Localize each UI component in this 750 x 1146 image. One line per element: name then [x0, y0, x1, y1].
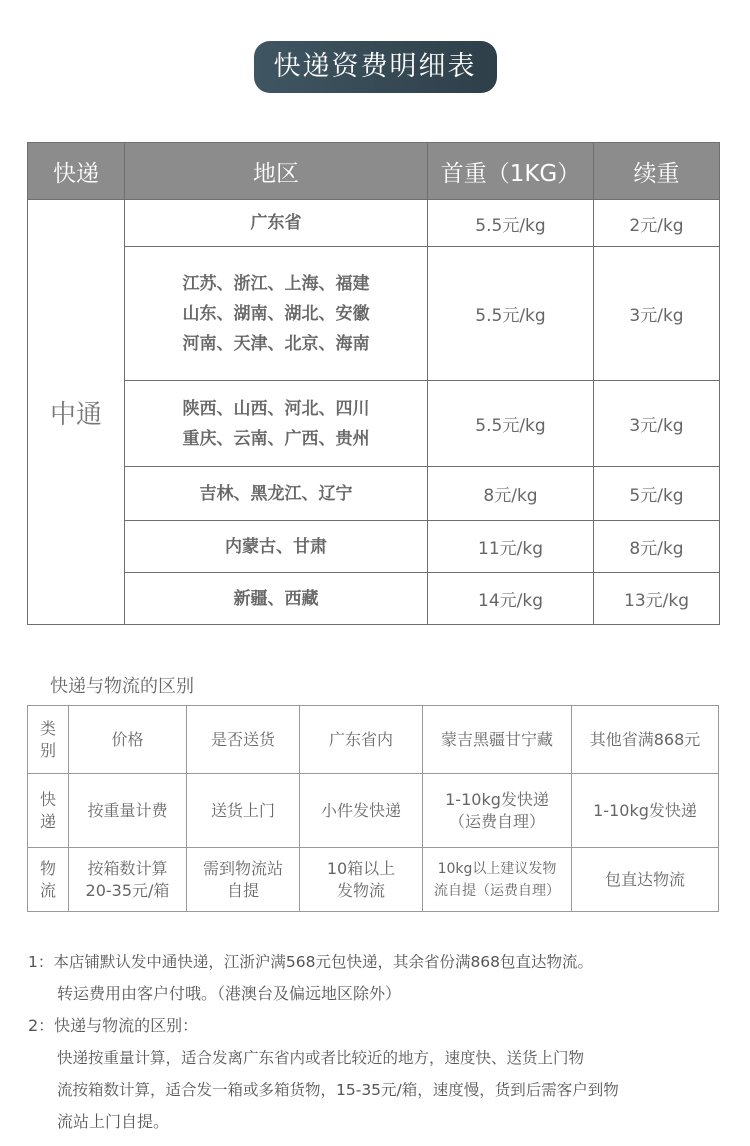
region-cell — [125, 573, 428, 625]
compare-cell: 小件发快递 — [300, 774, 423, 848]
note-2-line-2: 快递按重量计算，适合发离广东省内或者比较近的地方，速度快、送货上门物 — [57, 1049, 585, 1067]
compare-header-cell: 类 别 — [28, 706, 69, 774]
first-weight-cell: 14元/kg — [428, 573, 594, 625]
compare-header-row — [28, 706, 719, 774]
compare-cell: 需到物流站 自提 — [187, 848, 300, 912]
compare-table — [27, 705, 719, 912]
compare-cell: 包直达物流 — [572, 848, 719, 912]
table-row — [28, 200, 720, 247]
region-cell — [125, 467, 428, 521]
table-row — [28, 247, 720, 381]
rate-table — [27, 142, 720, 625]
header-region: 地区 — [125, 143, 428, 200]
compare-header-cell: 是否送货 — [187, 706, 300, 774]
compare-row-express — [28, 774, 719, 848]
extra-weight-cell: 3元/kg — [594, 381, 720, 467]
compare-cell: 1-10kg发快递 — [572, 774, 719, 848]
table-row — [28, 573, 720, 625]
region-cell — [125, 381, 428, 467]
first-weight-cell: 8元/kg — [428, 467, 594, 521]
first-weight-cell: 5.5元/kg — [428, 247, 594, 381]
rate-header-row — [28, 143, 720, 200]
header-extra-weight: 续重 — [594, 143, 720, 200]
region-cell — [125, 200, 428, 247]
carrier-cell: 中通 — [28, 200, 125, 625]
compare-row-logistics — [28, 848, 719, 912]
compare-cell: 10箱以上 发物流 — [300, 848, 423, 912]
compare-cell: 按重量计费 — [69, 774, 187, 848]
extra-weight-cell: 5元/kg — [594, 467, 720, 521]
table-row — [28, 521, 720, 573]
compare-section-title: 快递与物流的区别 — [50, 676, 194, 697]
compare-cell: 1-10kg发快递 （运费自理） — [423, 774, 572, 848]
compare-header-cell: 广东省内 — [300, 706, 423, 774]
note-1-line-1: 1：本店铺默认发中通快递，江浙沪满568元包快递，其余省份满868包直达物流。 — [28, 953, 594, 971]
first-weight-cell: 5.5元/kg — [428, 381, 594, 467]
note-2-line-4: 流站上门自提。 — [57, 1112, 170, 1131]
compare-cell: 按箱数计算 20-35元/箱 — [69, 848, 187, 912]
compare-cell: 送货上门 — [187, 774, 300, 848]
extra-weight-cell: 3元/kg — [594, 247, 720, 381]
extra-weight-cell: 2元/kg — [594, 200, 720, 247]
region-cell — [125, 521, 428, 573]
first-weight-cell: 5.5元/kg — [428, 200, 594, 247]
page-title: 快递资费明细表 — [254, 41, 497, 93]
note-1-line-2: 转运费用由客户付哦。（港澳台及偏远地区除外） — [57, 984, 402, 1003]
compare-cell: 快 递 — [28, 774, 69, 848]
notes-section — [28, 946, 728, 1138]
table-row — [28, 381, 720, 467]
region-line: 吉林、黑龙江、辽宁 — [199, 483, 353, 504]
extra-weight-cell: 13元/kg — [594, 573, 720, 625]
note-2-line-1: 2：快递与物流的区别： — [28, 1016, 199, 1035]
header-carrier: 快递 — [28, 143, 125, 200]
compare-header-cell: 其他省满868元 — [572, 706, 719, 774]
extra-weight-cell: 8元/kg — [594, 521, 720, 573]
header-first-weight: 首重（1KG） — [428, 143, 594, 200]
region-line: 江苏、浙江、上海、福建 — [182, 273, 370, 294]
compare-cell: 10kg以上建议发物 流自提（运费自理） — [423, 848, 572, 912]
region-line: 山东、湖南、湖北、安徽 — [182, 303, 370, 324]
title-area — [0, 41, 750, 93]
region-line: 新疆、西藏 — [233, 588, 319, 609]
note-2-line-3: 流按箱数计算，适合发一箱或多箱货物，15-35元/箱，速度慢，货到后需客户到物 — [57, 1081, 619, 1099]
region-line: 内蒙古、甘肃 — [225, 536, 327, 557]
compare-header-cell: 价格 — [69, 706, 187, 774]
region-line: 河南、天津、北京、海南 — [182, 333, 370, 354]
region-line: 广东省 — [250, 213, 302, 233]
region-line: 重庆、云南、广西、贵州 — [182, 428, 370, 449]
compare-cell: 物 流 — [28, 848, 69, 912]
table-row — [28, 467, 720, 521]
compare-header-cell: 蒙吉黑疆甘宁藏 — [423, 706, 572, 774]
region-line: 陕西、山西、河北、四川 — [182, 398, 370, 419]
first-weight-cell: 11元/kg — [428, 521, 594, 573]
region-cell — [125, 247, 428, 381]
